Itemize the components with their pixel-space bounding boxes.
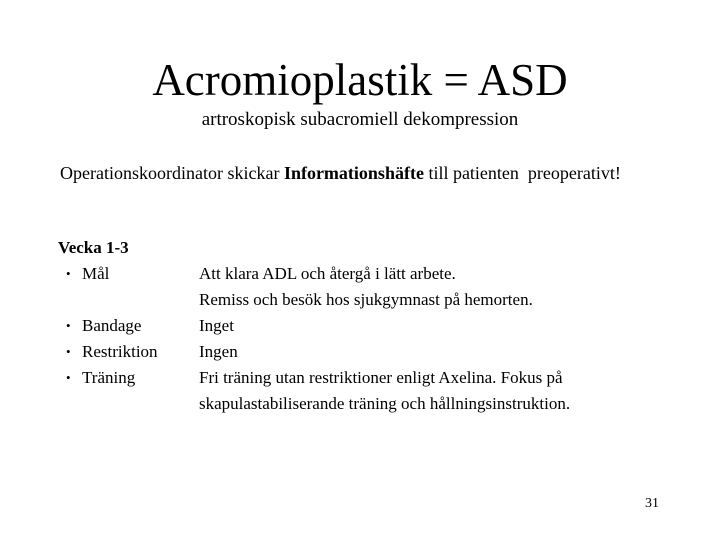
value-line: Inget (199, 316, 234, 335)
row-value (199, 339, 658, 365)
row-label: Mål (82, 264, 110, 283)
value-line: skapulastabiliserande träning och hållningsinstruktion. (199, 394, 571, 413)
value-line: Fri träning utan restriktioner enligt Axelina. Fokus på (199, 368, 563, 387)
bullet-marker: • (66, 266, 71, 281)
row-value (199, 261, 658, 313)
page-number: 31 (645, 496, 659, 511)
bullet-marker: • (66, 344, 71, 359)
value-line: Att klara ADL och återgå i lätt arbete. (199, 264, 456, 283)
slide-subtitle: artroskopisk subacromiell dekompression (201, 109, 519, 130)
intro-text-pre: Operationskoordinator skickar (60, 163, 284, 183)
slide-title: Acromioplastik = ASD (152, 55, 568, 105)
week-section (58, 235, 658, 417)
bullet-row (58, 313, 658, 339)
bullet-row (58, 261, 658, 313)
row-value (199, 365, 658, 417)
value-line: Ingen (199, 342, 238, 361)
row-value (199, 313, 658, 339)
intro-text-post: till patienten preoperativt! (423, 163, 621, 183)
bullet-row (58, 339, 658, 365)
bullet-marker: • (66, 318, 71, 333)
value-line: Remiss och besök hos sjukgymnast på hemorten. (199, 290, 533, 309)
intro-emphasis: Informationshäfte (283, 163, 424, 183)
row-label: Träning (82, 368, 136, 387)
bullet-marker: • (66, 370, 71, 385)
intro-line (60, 162, 621, 184)
bullet-row (58, 365, 658, 417)
week-heading: Vecka 1-3 (58, 238, 129, 257)
row-label: Restriktion (82, 342, 158, 361)
row-label: Bandage (82, 316, 142, 335)
